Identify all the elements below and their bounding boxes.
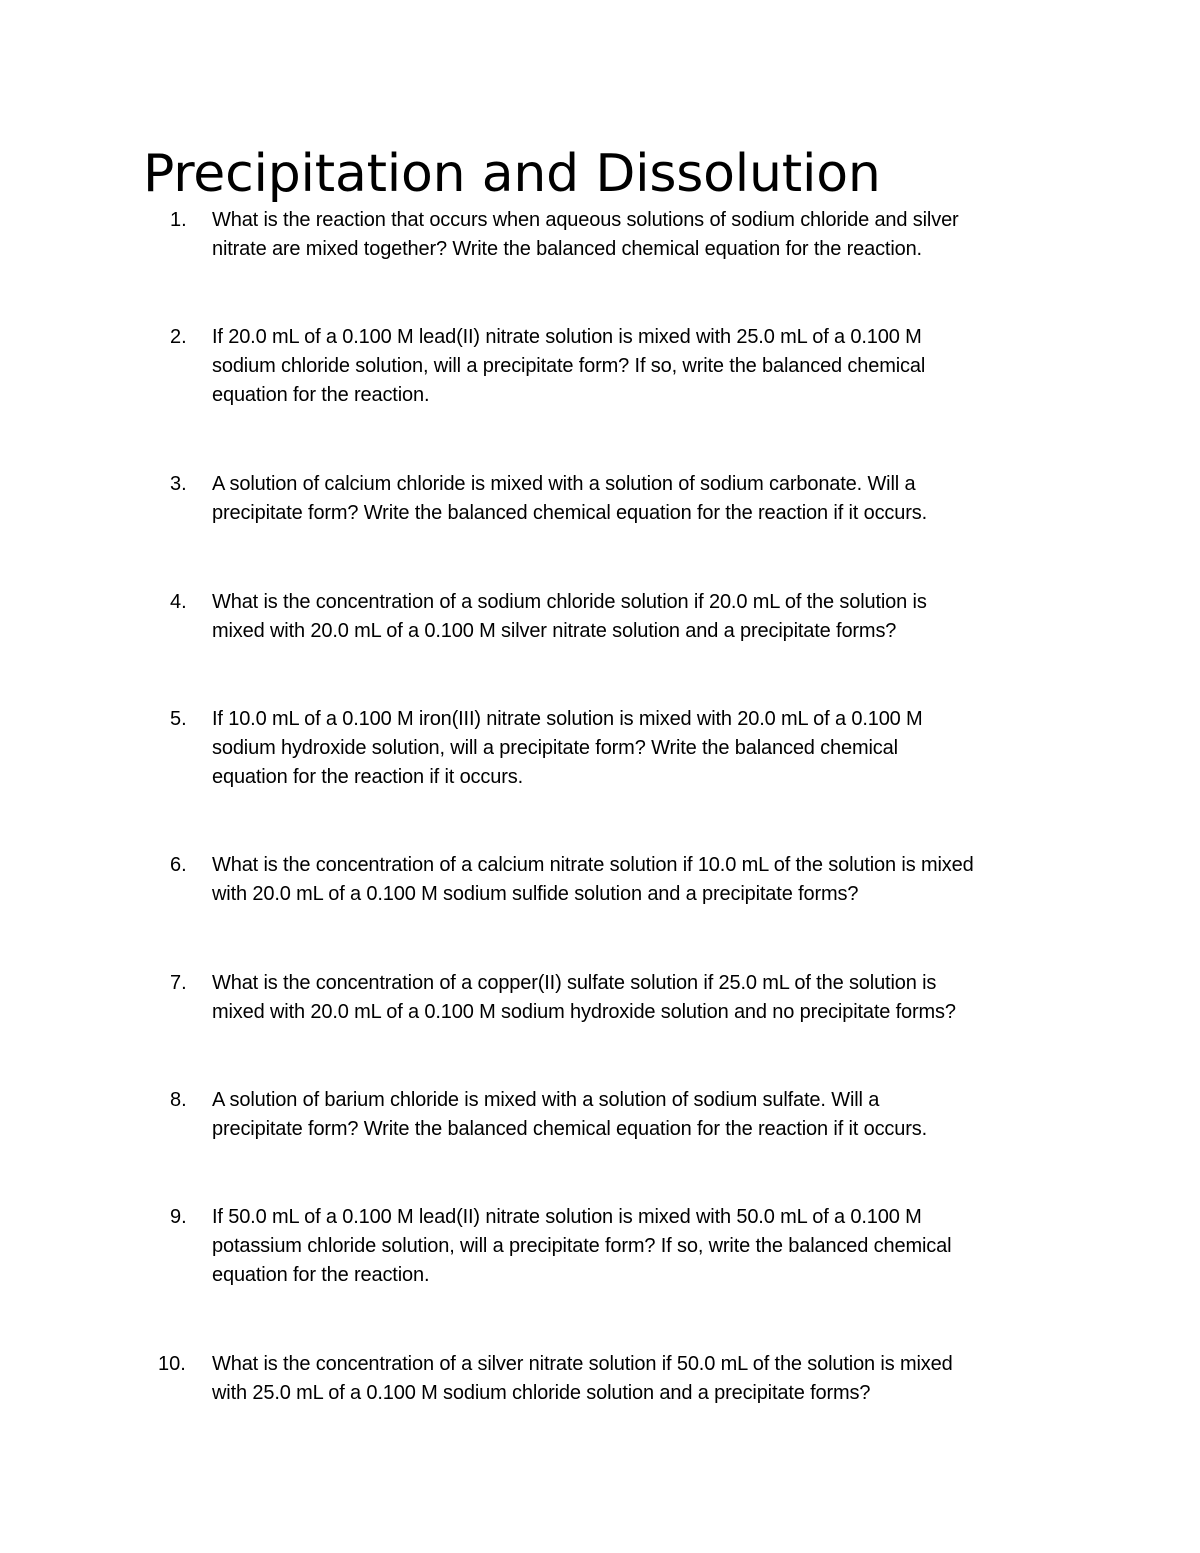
question-text (212, 1086, 1072, 1144)
question-number: 4. (170, 591, 187, 613)
question-line: nitrate are mixed together? Write the balanced chemical equation for the reaction. (212, 238, 922, 260)
question-line: What is the concentration of a silver nitrate solution if 50.0 mL of the solution is mixed (212, 1353, 953, 1375)
question-line: If 50.0 mL of a 0.100 M lead(II) nitrate solution is mixed with 50.0 mL of a 0.100 M (212, 1206, 922, 1228)
question-line: potassium chloride solution, will a precipitate form? If so, write the balanced chemical (212, 1235, 952, 1257)
page-title: Precipitation and Dissolution (143, 144, 881, 204)
question-text (212, 470, 1072, 528)
question-number: 6. (170, 854, 187, 876)
question-number: 5. (170, 708, 187, 730)
question-line: equation for the reaction. (212, 384, 430, 406)
question-line: What is the reaction that occurs when aqueous solutions of sodium chloride and silver (212, 209, 959, 231)
question-text (212, 588, 1072, 646)
question-line: If 20.0 mL of a 0.100 M lead(II) nitrate solution is mixed with 25.0 mL of a 0.100 M (212, 326, 922, 348)
question-text (212, 1203, 1072, 1290)
question-line: If 10.0 mL of a 0.100 M iron(III) nitrate solution is mixed with 20.0 mL of a 0.100 M (212, 708, 923, 730)
question-text (212, 206, 1072, 264)
question-line: equation for the reaction. (212, 1264, 430, 1286)
question-line: What is the concentration of a calcium nitrate solution if 10.0 mL of the solution is mixed (212, 854, 974, 876)
question-line: A solution of barium chloride is mixed with a solution of sodium sulfate. Will a (212, 1089, 880, 1111)
question-line: mixed with 20.0 mL of a 0.100 M sodium hydroxide solution and no precipitate forms? (212, 1001, 956, 1023)
question-number: 10. (158, 1353, 186, 1375)
question-text (212, 1350, 1072, 1408)
question-number: 2. (170, 326, 187, 348)
question-line: with 25.0 mL of a 0.100 M sodium chloride solution and a precipitate forms? (212, 1382, 871, 1404)
question-number: 1. (170, 209, 187, 231)
question-line: precipitate form? Write the balanced chemical equation for the reaction if it occurs. (212, 1118, 928, 1140)
question-text (212, 969, 1072, 1027)
question-line: sodium hydroxide solution, will a precipitate form? Write the balanced chemical (212, 737, 898, 759)
question-text (212, 851, 1072, 909)
question-line: What is the concentration of a sodium chloride solution if 20.0 mL of the solution is (212, 591, 927, 613)
question-line: mixed with 20.0 mL of a 0.100 M silver nitrate solution and a precipitate forms? (212, 620, 897, 642)
question-text (212, 323, 1072, 410)
question-line: sodium chloride solution, will a precipitate form? If so, write the balanced chemical (212, 355, 926, 377)
question-line: What is the concentration of a copper(II) sulfate solution if 25.0 mL of the solution is (212, 972, 937, 994)
question-number: 8. (170, 1089, 187, 1111)
question-text (212, 705, 1072, 792)
question-number: 7. (170, 972, 187, 994)
question-line: with 20.0 mL of a 0.100 M sodium sulfide solution and a precipitate forms? (212, 883, 859, 905)
question-line: equation for the reaction if it occurs. (212, 766, 523, 788)
question-line: precipitate form? Write the balanced chemical equation for the reaction if it occurs. (212, 502, 928, 524)
question-number: 9. (170, 1206, 187, 1228)
question-number: 3. (170, 473, 187, 495)
question-line: A solution of calcium chloride is mixed with a solution of sodium carbonate. Will a (212, 473, 916, 495)
